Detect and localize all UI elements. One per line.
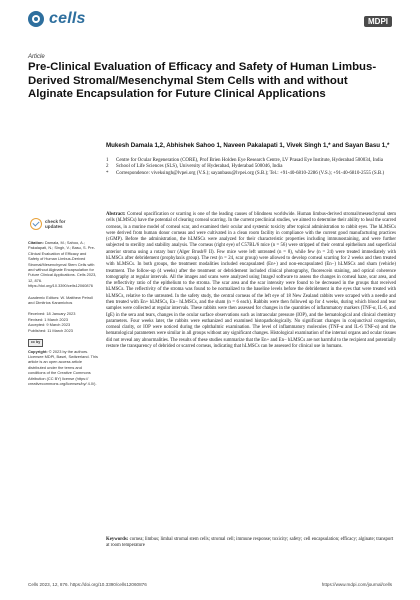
cc-by-license-badge[interactable]: cc by <box>28 339 43 346</box>
affiliation-text: Centre for Ocular Regeneration (CORE), Prof Brien Holden Eye Research Centre, LV Prasad Eye Institute, Hyderabad 500034, India <box>116 158 384 163</box>
check-updates-line2: updates <box>45 224 63 229</box>
footer-journal-url[interactable]: https://www.mdpi.com/journal/cells <box>321 582 392 587</box>
publisher-logo[interactable]: MDPI <box>364 16 392 27</box>
editors-label: Academic Editors: <box>28 294 60 300</box>
affiliation-text: School of Life Sciences (SLS), University of Hyderabad, Hyderabad 500046, India <box>116 164 283 170</box>
article-sidebar <box>28 240 98 392</box>
correspondence-text[interactable]: Correspondence: viveksingh@lvpei.org (V.S.); sayanbasu@lvpei.org (S.B.); Tel.: +91-40-6810-2286 (V.S.); +91-40-6810-2555 (S.B.) <box>116 170 385 176</box>
journal-name: cells <box>49 10 86 27</box>
revised-date: Revised: 1 March 2023 <box>28 316 69 322</box>
citation-doi-link[interactable]: https://doi.org/10.3390/cells12060876 <box>28 283 93 289</box>
abstract-text: Corneal opacification or scarring is one of the leading causes of blindness worldwide. Human limbus-derived stromal/mesenchymal stem cells (hLMSCs) have the potential of clearing corneal scarring. In the current preclinical studies, we aimed to determine their ability to heal the scarred corneas, in a murine model of corneal scar, and examined their ocular and systemic toxicity after topical administration to rabbit eyes. The hLMSCs were derived from human donor corneas and were cultivated in a clean room facility in compliance with the current good manufacturing practices (cGMP). Before the administration, the hLMSCs were analyzed for their characteristic properties including immunostaining, and were further subjected to sterility and stability analysis. The corneas (right eye) of C57BL/6 mice (n = 56) were stripped of their central epithelium and superficial anterior stroma using a rotary burr (Alger Brush® II). Few mice were left untreated (n = 8), while few (n = 24) were treated immediately with hLMSCs after debridement (prophylaxis group). The rest (n = 24, scar group) were allowed to develop corneal scarring for 2 weeks and then treated with hLMSCs. In both groups, the treatment modalities included encapsulated (En+) and non-encapsulated (En−) hLMSCs and sham (vehicle) treatment. The follow-up (4 weeks) after the treatment or debridement included clinical photography, fluorescein staining, and optical coherence tomography at regular intervals. All the images and scans were analyzed using ImageJ software to assess the changes in corneal haze, scar area, and the reflectivity ratio of the epithelium to the stroma. The scar area and the scar intensity were found to be decreased in the groups that received hLMSCs. The reflectivity of the stroma was found to be normalized to the baseline levels before the debridement in the eyes that were treated with hLMSCs, relative to the untreated. In the safety study, the central corneas of the left eye of 18 New Zealand rabbits were scraped with a needle and then treated with En+ hLMSCs, En− hLMSCs, and the sham (n = 6 each). Rabbits were then followed up for 4 weeks, during which blood and tear samples were collected at regular intervals. These rabbits were then assessed for changes in the quantities of inflammatory markers (TNF-α, IL-6, and IgE) in the sera and tears, changes in the ocular surface observations such as intraocular pressure (IOP), and the hematological and clinical chemistry parameters. Four weeks later, the rabbits were euthanized and examined histopathologically. No significant changes in conjunctival congestion, corneal clarity, or IOP were noticed during the ophthalmic examination. The level of inflammatory molecules (TNF-α and IL-6 TNF-α) and the hematological parameters were similar in all groups without any significant changes. Histological examination of the internal organs and ocular tissues did not reveal any abnormalities. The results of these studies summarize that the En+ and En− hLMSCs are not harmful to the recipient and potentially restore the transparency of debrided or scarred corneas, indicating that hLMSCs can be assessed for clinical use in humans. <box>106 212 397 349</box>
article-type: Article <box>28 54 45 60</box>
affiliation-mark: 2 <box>106 164 109 170</box>
dates-block <box>28 311 98 333</box>
correspondence <box>106 171 396 177</box>
keywords-text: cornea; limbus; limbal stromal stem cells; stromal cell; immune response; toxicity; safety; cell encapsulation; efficacy; alginate; transport at room temperature <box>106 537 394 549</box>
copyright-label: Copyright: <box>28 348 48 354</box>
affiliation-mark: 1 <box>106 158 109 163</box>
page-footer <box>28 582 392 587</box>
footer-journal-ref[interactable]: Cells 2023, 12, 876. https://doi.org/10.3390/cells12060876 <box>28 582 147 587</box>
check-updates-icon <box>30 218 42 230</box>
affiliations <box>106 158 396 177</box>
received-date: Received: 18 January 2023 <box>28 311 76 317</box>
abstract-label: Abstract: <box>106 212 126 217</box>
citation-journal-ref: Cells 2023, 12, 876. <box>28 272 97 283</box>
keywords <box>106 537 396 550</box>
citation-label: Citation: <box>28 240 44 245</box>
journal-logo[interactable] <box>28 10 86 28</box>
accepted-date: Accepted: 9 March 2023 <box>28 322 71 328</box>
editors-names: W. Matthew Petroll and Dimitrios Karamichos <box>28 294 93 306</box>
abstract <box>106 212 396 350</box>
citation-text: Damala, M.; Sahoo, A.; Pakalapati, N.; Singh, V.; Basu, S. Pre-Clinical Evaluation of Efficacy and Safety of Human Limbus-Derived Stromal/Mesenchymal Stem Cells with and without Alginate Encapsulation for Future Clinical Applications. <box>28 240 96 278</box>
check-updates-line1: check for <box>45 219 66 224</box>
keywords-label: Keywords: <box>106 537 129 542</box>
citation-block <box>28 240 98 289</box>
author-list: Mukesh Damala 1,2, Abhishek Sahoo 1, Naveen Pakalapati 1, Vivek Singh 1,* and Sayan Basu 1,* <box>106 142 390 149</box>
affiliation-mark: * <box>106 170 109 176</box>
check-for-updates-button[interactable] <box>30 218 65 230</box>
cells-logo-icon <box>28 11 44 27</box>
check-updates-label <box>45 219 65 229</box>
copyright-text: © 2023 by the authors. Licensee MDPI, Basel, Switzerland. This article is an open access article distributed under the terms and conditions of the Creative Commons Attribution (CC BY) license (https:// creativecommons.org/licenses/by/ 4.0/). <box>28 348 98 386</box>
copyright-block <box>28 349 98 387</box>
editors-block <box>28 295 98 306</box>
published-date: Published: 11 March 2023 <box>28 327 73 333</box>
article-title: Pre-Clinical Evaluation of Efficacy and Safety of Human Limbus-Derived Stromal/Mesenchymal Stem Cells with and without Alginate Encapsulation for Future Clinical Applications <box>28 61 377 100</box>
